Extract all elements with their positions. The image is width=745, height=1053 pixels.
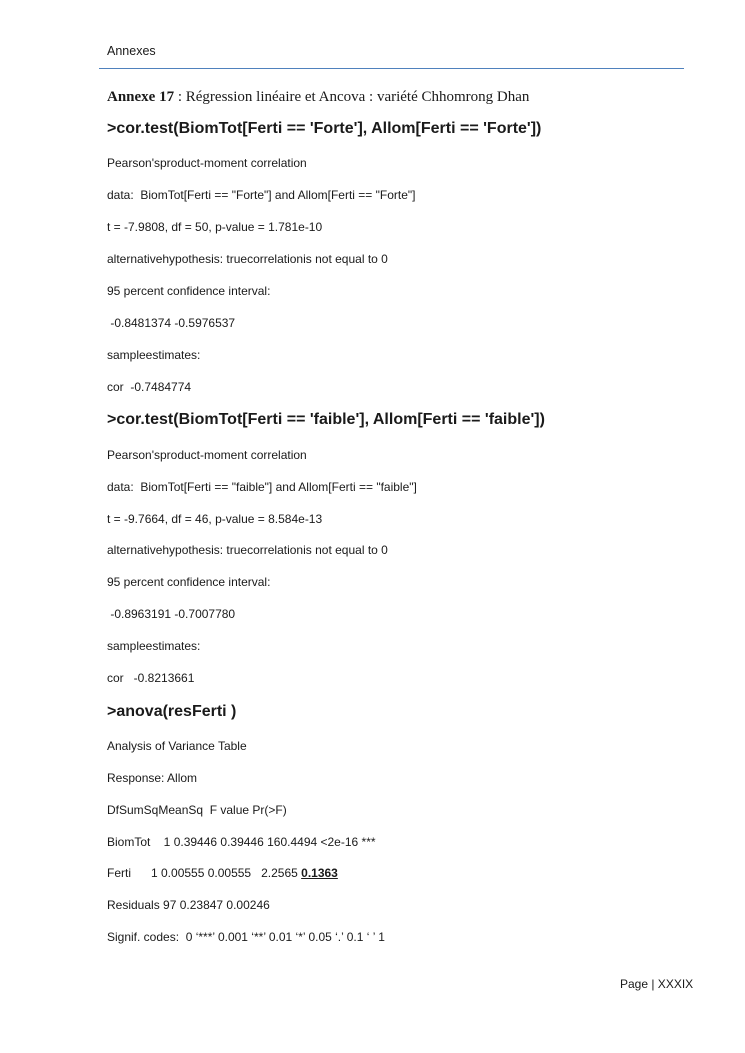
- annex-subtitle: : Régression linéaire et Ancova : variété Chhomrong Dhan: [174, 89, 530, 105]
- anova-command: >anova(resFerti ): [107, 703, 237, 720]
- output-line: -0.8481374 -0.5976537: [107, 316, 236, 330]
- output-line: sampleestimates:: [107, 348, 201, 362]
- output-line: Pearson'sproduct-moment correlation: [107, 448, 307, 462]
- output-line: sampleestimates:: [107, 639, 201, 653]
- anova-row-ferti: [107, 866, 338, 880]
- output-line: cor -0.8213661: [107, 671, 195, 685]
- output-line: Pearson'sproduct-moment correlation: [107, 156, 307, 170]
- cor-test-forte-command: >cor.test(BiomTot[Ferti == 'Forte'], Allom[Ferti == 'Forte']): [107, 120, 542, 137]
- output-line: t = -7.9808, df = 50, p-value = 1.781e-10: [107, 220, 323, 234]
- output-line: data: BiomTot[Ferti == "Forte"] and Allom[Ferti == "Forte"]: [107, 188, 416, 202]
- anova-table-title: Analysis of Variance Table: [107, 739, 247, 753]
- output-line: -0.8963191 -0.7007780: [107, 607, 236, 621]
- anova-response: Response: Allom: [107, 771, 198, 785]
- anova-columns: DfSumSqMeanSq F value Pr(>F): [107, 803, 287, 817]
- anova-signif-codes: Signif. codes: 0 ‘***’ 0.001 ‘**’ 0.01 ‘*’ 0.05 ‘.’ 0.1 ‘ ’ 1: [107, 930, 385, 944]
- output-line: t = -9.7664, df = 46, p-value = 8.584e-13: [107, 512, 323, 526]
- page-number: Page | XXXIX: [620, 977, 694, 991]
- annex-title: [107, 89, 529, 106]
- annex-label: Annexe 17: [107, 89, 175, 105]
- running-header: Annexes: [107, 44, 156, 58]
- anova-ferti-pvalue: 0.1363: [301, 866, 338, 880]
- output-line: 95 percent confidence interval:: [107, 575, 271, 589]
- header-rule: [99, 68, 684, 69]
- anova-row-biomtot: BiomTot 1 0.39446 0.39446 160.4494 <2e-16 ***: [107, 835, 376, 849]
- output-line: 95 percent confidence interval:: [107, 284, 271, 298]
- anova-row-residuals: Residuals 97 0.23847 0.00246: [107, 898, 270, 912]
- output-line: alternativehypothesis: truecorrelationis not equal to 0: [107, 252, 388, 266]
- output-line: alternativehypothesis: truecorrelationis not equal to 0: [107, 543, 388, 557]
- cor-test-faible-command: >cor.test(BiomTot[Ferti == 'faible'], Allom[Ferti == 'faible']): [107, 411, 545, 428]
- output-line: cor -0.7484774: [107, 380, 192, 394]
- anova-row-ferti-values: Ferti 1 0.00555 0.00555 2.2565: [107, 866, 302, 880]
- output-line: data: BiomTot[Ferti == "faible"] and Allom[Ferti == "faible"]: [107, 480, 417, 494]
